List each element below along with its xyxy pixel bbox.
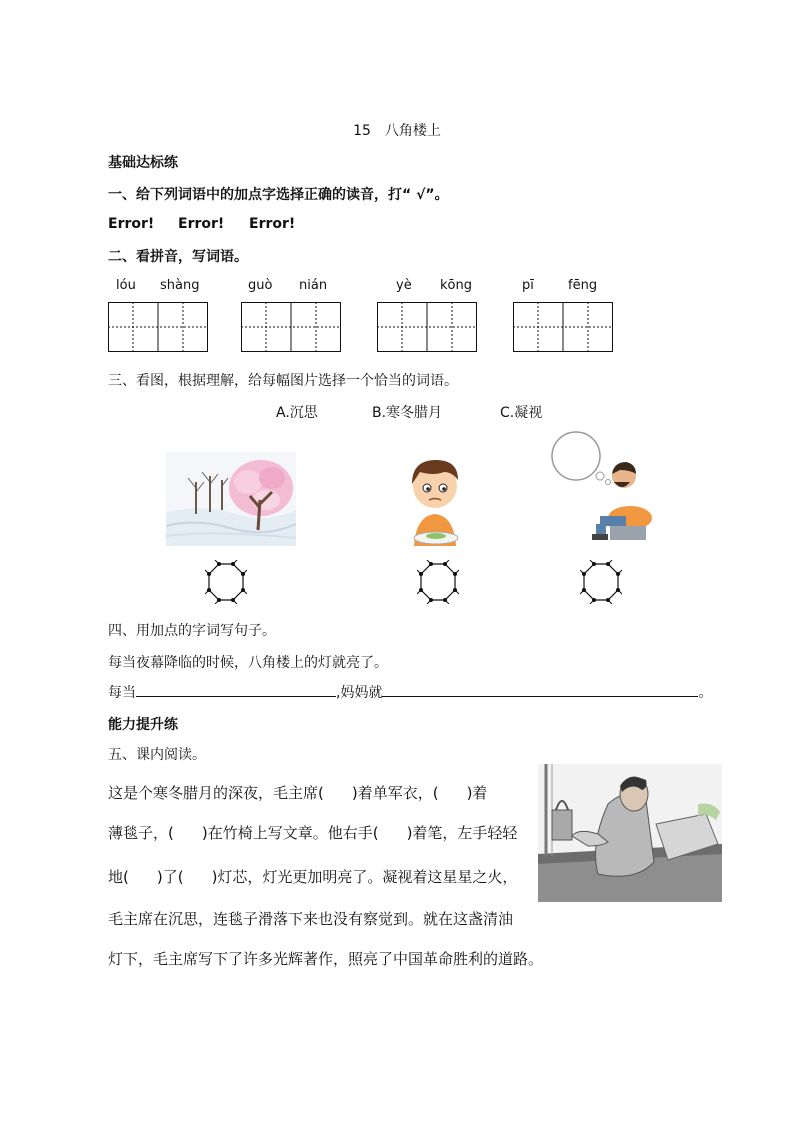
answer-octagon-3[interactable]: [580, 560, 622, 604]
pinyin-3b: kōng: [440, 278, 472, 293]
reading-line-4: [108, 908, 513, 929]
option-a: A.沉思: [276, 405, 318, 421]
pinyin-4a: pī: [522, 278, 534, 293]
reading-text: 灯下，毛主席写下了许多光辉著作，照亮了中国革命胜利的道路。: [108, 950, 544, 968]
fill-mid: ,妈妈就: [336, 685, 383, 701]
q5-prompt: 五、课内阅读。: [108, 747, 206, 763]
reading-line-2: [108, 822, 517, 843]
q1-error-2: Error!: [178, 216, 225, 232]
q4-fill-line: [108, 682, 712, 702]
reading-text: )灯芯，灯光更加明亮了。凝视着这星星之火，: [211, 868, 518, 886]
pinyin-2b: nián: [299, 278, 328, 293]
thinking-man-picture: [550, 430, 662, 546]
reading-text: 薄毯子，(: [108, 824, 174, 842]
q1-error-1: Error!: [108, 216, 155, 232]
answer-octagon-1[interactable]: [205, 560, 247, 604]
reading-text: 毛主席在沉思，连毯子滑落下来也没有察觉到。就在这盏清油: [108, 910, 514, 928]
q4-example: 每当夜幕降临的时候，八角楼上的灯就亮了。: [108, 655, 388, 671]
q1-prompt: 一、给下列词语中的加点字选择正确的读音，打“ √”。: [108, 187, 449, 203]
pinyin-1a: lóu: [116, 278, 136, 293]
answer-octagon-2[interactable]: [417, 560, 459, 604]
reading-text: )着: [466, 784, 488, 802]
pinyin-3a: yè: [396, 278, 412, 293]
boy-picture: [406, 456, 464, 546]
section-heading-basic: 基础达标练: [108, 155, 178, 171]
writing-grid-4[interactable]: [513, 302, 613, 352]
reading-text: )了(: [156, 868, 184, 886]
q1-error-3: Error!: [249, 216, 296, 232]
pinyin-1b: shàng: [160, 278, 200, 293]
reading-text: )着笔，左手轻轻: [406, 824, 518, 842]
reading-line-5: [108, 948, 543, 969]
fill-blank-1[interactable]: [136, 684, 336, 697]
reading-text: )在竹椅上写文章。他右手(: [201, 824, 379, 842]
reading-line-3: [108, 866, 517, 887]
reading-illustration: [538, 764, 722, 902]
option-b: B.寒冬腊月: [372, 405, 443, 421]
fill-blank-2[interactable]: [382, 684, 698, 697]
q4-prompt: 四、用加点的字词写句子。: [108, 623, 276, 639]
q2-prompt: 二、看拼音，写词语。: [108, 249, 248, 265]
writing-grid-2[interactable]: [241, 302, 341, 352]
fill-end: 。: [698, 685, 713, 701]
winter-tree-picture: [166, 452, 296, 546]
pinyin-4b: fēng: [568, 278, 598, 293]
reading-line-1: [108, 782, 487, 803]
section-heading-ability: 能力提升练: [108, 717, 178, 733]
reading-text: 这是个寒冬腊月的深夜，毛主席(: [108, 784, 324, 802]
q3-prompt: 三、看图，根据理解，给每幅图片选择一个恰当的词语。: [108, 373, 458, 389]
writing-grid-1[interactable]: [108, 302, 208, 352]
pinyin-2a: guò: [248, 278, 273, 293]
writing-grid-3[interactable]: [377, 302, 477, 352]
reading-text: )着单军衣，(: [351, 784, 439, 802]
page-title: 15 八角楼上: [353, 123, 441, 139]
fill-start: 每当: [108, 685, 136, 701]
option-c: C.凝视: [500, 405, 543, 421]
reading-text: 地(: [108, 868, 129, 886]
